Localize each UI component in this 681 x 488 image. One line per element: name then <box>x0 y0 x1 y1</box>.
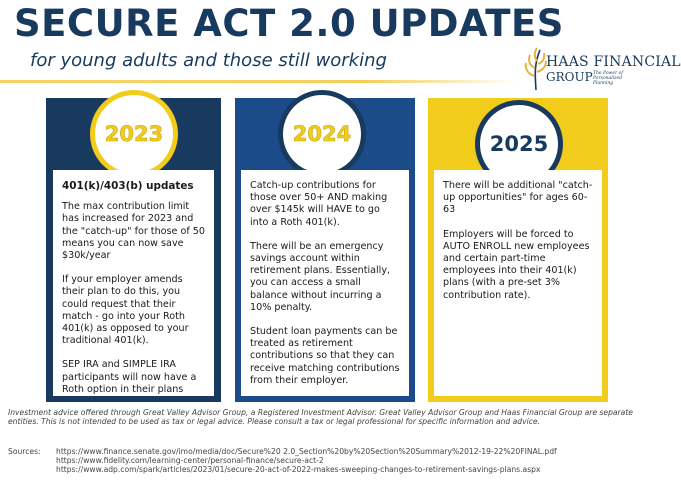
panel-paragraph: Catch-up contributions for those over 50+ AND making over $145k will HAVE to go into a Roth 401(k). <box>250 180 388 228</box>
panel-paragraph: The max contribution limit has increased for 2023 and the "catch-up" for those of 50 means you can now save $30k/year <box>62 201 205 262</box>
year-label: 2024 <box>292 122 352 146</box>
logo-group: GROUP <box>546 70 593 84</box>
year-label: 2023 <box>104 122 164 146</box>
update-panel <box>241 170 409 396</box>
page-subtitle: for young adults and those still working <box>30 50 387 71</box>
panel-paragraph: Student loan payments can be treated as retirement contributions so that they can receive matching contributions from their employer. <box>250 326 400 386</box>
source-link[interactable]: https://www.fidelity.com/learning-center/personal-finance/secure-act-2 <box>56 456 324 466</box>
disclaimer-text: Investment advice offered through Great Valley Advisor Group, a Registered Investment Advisor. Great Valley Advisor Group and Haas Financial Group are separate entities. This is not intended to be used as tax or legal advice. Please consult a tax or legal professional for specific information and advice. <box>8 408 633 426</box>
panel-heading: 401(k)/403(b) updates <box>62 180 194 192</box>
panel-paragraph: There will be an emergency savings account within retirement plans. Essentially, you can access a small balance without incurring a 10% penalty. <box>250 240 391 313</box>
panel-paragraph: If your employer amends their plan to do this, you could request that their match - go into your Roth 401(k) as opposed to your traditional 401(k). <box>62 274 189 347</box>
year-label: 2025 <box>489 132 549 156</box>
column-2023 <box>46 98 221 402</box>
logo-tagline: The Power of Personalized Planning <box>593 71 624 86</box>
source-link[interactable]: https://www.adp.com/spark/articles/2023/01/secure-20-act-of-2022-makes-sweeping-changes-to-retirement-savings-plans.aspx <box>56 465 541 475</box>
update-panel <box>434 170 602 396</box>
column-2025 <box>428 98 608 402</box>
column-2024 <box>235 98 415 402</box>
source-link[interactable]: https://www.finance.senate.gov/imo/media/doc/Secure%20 2.0_Section%20by%20Section%20Summary%2012-19-22%20FINAL.pdf <box>56 447 557 456</box>
year-circle <box>278 90 366 178</box>
sources-label: Sources: <box>8 447 41 456</box>
page-title: SECURE ACT 2.0 UPDATES <box>14 2 564 45</box>
panel-paragraph: There will be additional "catch-up opportunities" for ages 60-63 <box>443 180 593 216</box>
panel-paragraph: Employers will be forced to AUTO ENROLL new employees and certain part-time employees into their 401(k) plans (with a pre-set 3% contribution rate). <box>443 228 590 301</box>
panel-paragraph: SEP IRA and SIMPLE IRA participants will now have a Roth option in their plans <box>62 359 197 395</box>
company-logo <box>522 46 681 94</box>
update-panel <box>53 170 214 396</box>
logo-name: HAAS FINANCIAL <box>546 54 681 70</box>
title-underline <box>0 80 520 83</box>
year-circle <box>90 90 178 178</box>
